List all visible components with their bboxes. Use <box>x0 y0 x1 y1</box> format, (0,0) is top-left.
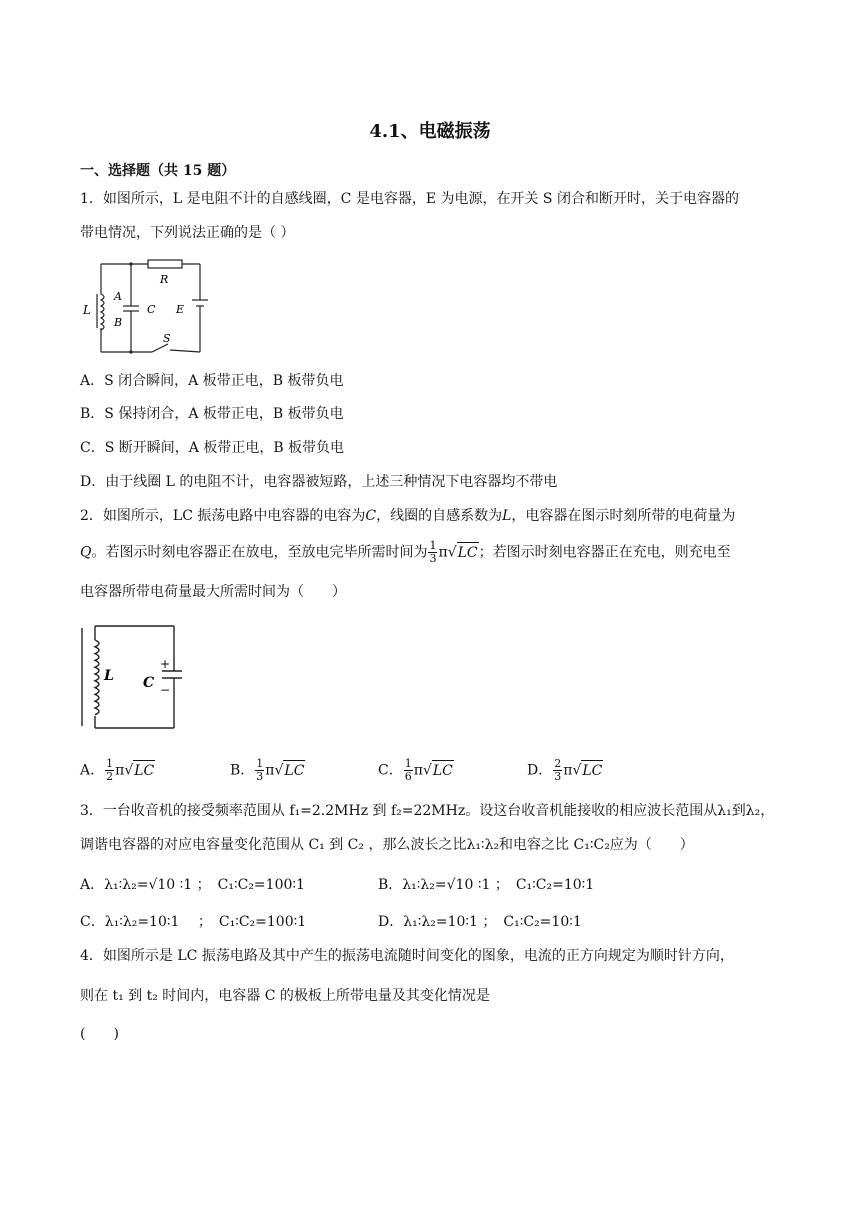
q1-option-c: C．S 断开瞬间，A 板带正电，B 板带负电 <box>80 440 345 456</box>
label-L: L <box>83 303 91 317</box>
q4-stem-line2: 则在 t₁ 到 t₂ 时间内，电容器 C 的极板上所带电量及其变化情况是 <box>80 988 490 1004</box>
label-A: A <box>114 290 122 303</box>
q3-option-c: C．λ₁∶λ₂=10∶1 ； C₁∶C₂=100∶1 <box>80 914 307 930</box>
label-C: C <box>147 303 156 316</box>
label-E: E <box>176 303 185 316</box>
q1-option-d: D．由于线圈 L 的电阻不计，电容器被短路，上述三种情况下电容器均不带电 <box>80 474 558 490</box>
q2-option-a: A． $\frac{1}{2}$ π√LC <box>80 757 155 783</box>
q2-option-b: B． $\frac{1}{3}$ π√LC <box>230 757 305 783</box>
q3-stem-line1: 3．一台收音机的接受频率范围从 f₁=2.2MHz 到 f₂=22MHz。设这台收音机能接收的相应波长范围从λ₁到λ₂， <box>80 803 775 819</box>
q2-fraction: $\frac{1}{3}$ <box>429 539 437 565</box>
q1-circuit-diagram <box>80 256 210 356</box>
q2-stem-line3: 电容器所带电荷量最大所需时间为（ ） <box>80 584 346 600</box>
q4-stem-line3: ( ) <box>80 1026 119 1042</box>
q2-stem-line1: 2．如图所示，LC 振荡电路中电容器的电容为C，线圈的自感系数为L，电容器在图示时刻所带的电荷量为 <box>80 508 736 524</box>
q2-option-c: C． $\frac{1}{6}$ π√LC <box>378 757 453 783</box>
page-title: 4.1、电磁振荡 <box>369 121 491 142</box>
label-S: S <box>163 332 171 345</box>
q1-option-a: A．S 闭合瞬间，A 板带正电，B 板带负电 <box>80 373 344 389</box>
label-L: L <box>104 668 114 684</box>
q1-stem-line1: 1．如图所示，L 是电阻不计的自感线圈，C 是电容器，E 为电源，在开关 S 闭合和断开时，关于电容器的 <box>80 191 739 207</box>
label-C: C <box>143 675 155 691</box>
q1-stem-line2: 带电情况，下列说法正确的是（ ） <box>80 225 295 241</box>
section-heading: 一、选择题（共 15 题） <box>80 163 236 179</box>
q2-options <box>80 758 720 782</box>
q1-option-b: B．S 保持闭合，A 板带正电，B 板带负电 <box>80 406 344 422</box>
label-R: R <box>160 273 169 286</box>
label-minus: − <box>160 683 171 697</box>
label-plus: + <box>160 657 171 671</box>
q2-lc-circuit-diagram <box>78 622 182 732</box>
q3-option-b: B．λ₁∶λ₂=√10 ∶1 ； C₁∶C₂=10∶1 <box>378 877 595 893</box>
q3-stem-line2: 调谐电容器的对应电容量变化范围从 C₁ 到 C₂ ，那么波长之比λ₁∶λ₂和电容之比 C₁∶C₂应为（ ） <box>80 837 694 853</box>
q2-option-d: D． $\frac{2}{3}$ π√LC <box>527 757 603 783</box>
q2-stem-line2: Q。若图示时刻电容器正在放电，至放电完毕所需时间为 $\frac{1}{3}$ π√LC；若图示时刻电容器正在充电，则充电至 <box>80 539 731 565</box>
q3-option-d: D．λ₁∶λ₂=10∶1 ； C₁∶C₂=10∶1 <box>378 914 582 930</box>
q4-stem-line1: 4．如图所示是 LC 振荡电路及其中产生的振荡电流随时间变化的图象，电流的正方向规定为顺时针方向， <box>80 948 734 964</box>
label-B: B <box>114 316 123 329</box>
q3-option-a: A．λ₁∶λ₂=√10 ∶1 ； C₁∶C₂=100∶1 <box>80 877 305 893</box>
